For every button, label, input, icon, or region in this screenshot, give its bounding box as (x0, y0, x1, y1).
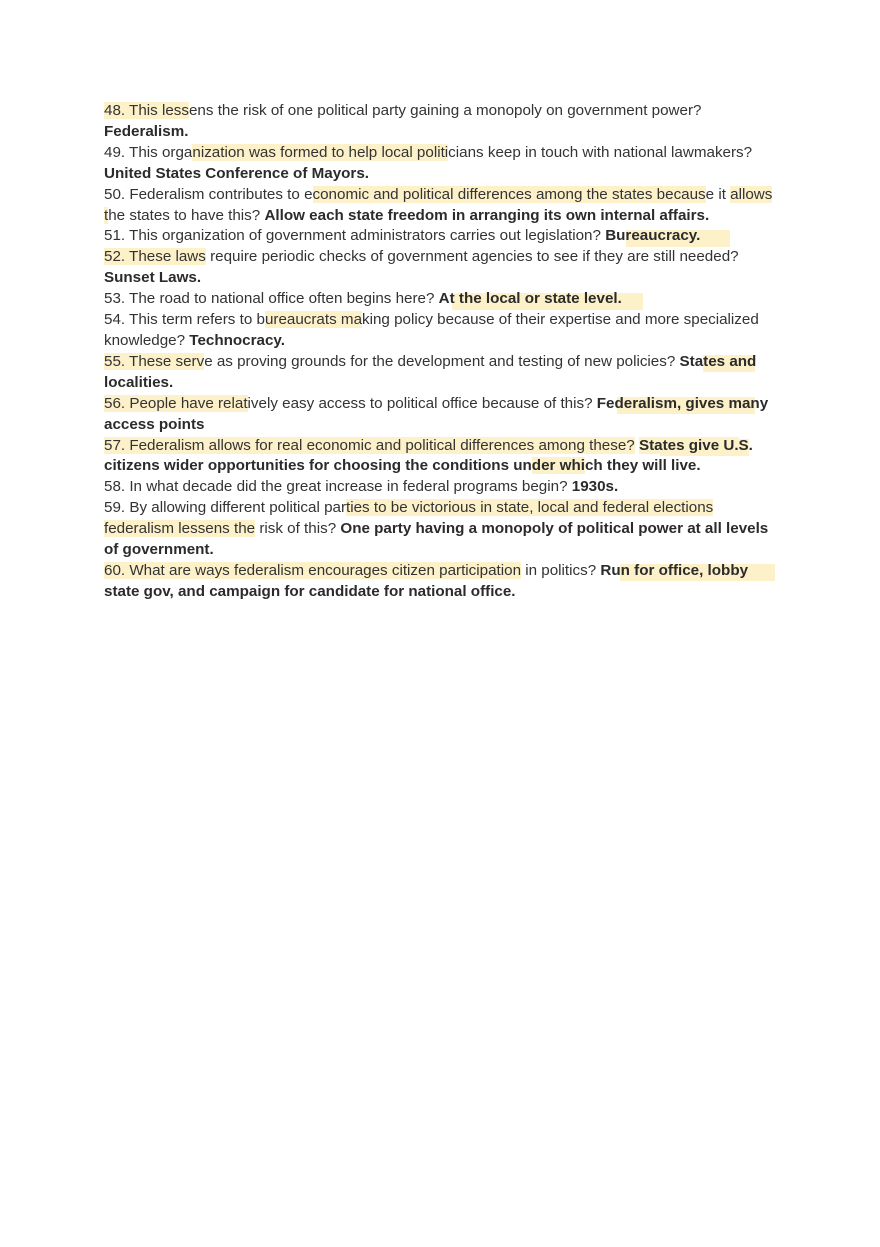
answer-48: Federalism. (104, 122, 189, 140)
question-57: 57. Federalism allows for real economic and political differences among these? States give U.S. citizens wider opportunities for choosing the conditions under which they will live. (104, 436, 753, 475)
question-55: 55. These serve as proving grounds for the development and testing of new policies? States and localities. (104, 352, 757, 391)
answer-55: States and localities. (104, 352, 757, 391)
question-52: 52. These laws require periodic checks of government agencies to see if they are still needed? Sunset Laws. (104, 248, 739, 287)
answer-56: Federalism, gives many access points (104, 394, 769, 433)
question-56: 56. People have relatively easy access to political office because of this? Federalism, gives many access points (104, 394, 769, 433)
question-49: 49. This organization was formed to help local politicians keep in touch with national lawmakers? United States Conference of Mayors. (104, 143, 753, 182)
answer-59: One party having a monopoly of political power at all levels of government. (104, 520, 769, 559)
answer-51: Bureaucracy. (605, 227, 701, 245)
answer-50: Allow each state freedom in arranging its own internal affairs. (264, 206, 710, 224)
question-50: 50. Federalism contributes to economic and political differences among the states because it allows the states to have this? Allow each state freedom in arranging its own internal affairs. (104, 185, 773, 224)
answer-53: At the local or state level. (438, 290, 622, 308)
question-60: 60. What are ways federalism encourages citizen participation in politics? Run for office, lobby state gov, and campaign for candidate for national office. (104, 561, 749, 600)
answer-52: Sunset Laws. (104, 269, 202, 287)
question-59: 59. By allowing different political parties to be victorious in state, local and federal elections federalism lessens the risk of this? One party having a monopoly of political power at all levels of government. (104, 499, 769, 559)
answer-54: Technocracy. (189, 331, 285, 349)
answer-60: Run for office, lobby state gov, and campaign for candidate for national office. (104, 561, 749, 600)
question-48: 48. This lessens the risk of one political party gaining a monopoly on government power? Federalism. (104, 102, 702, 140)
question-53: 53. The road to national office often begins here? At the local or state level. (104, 290, 622, 308)
question-54: 54. This term refers to bureaucrats making policy because of their expertise and more specialized knowledge? Technocracy. (104, 311, 759, 349)
question-list (104, 101, 784, 603)
answer-49: United States Conference of Mayors. (104, 164, 369, 182)
answer-58: 1930s. (571, 478, 619, 496)
question-51: 51. This organization of government administrators carries out legislation? Bureaucracy. (104, 227, 701, 245)
question-58: 58. In what decade did the great increase in federal programs begin? 1930s. (104, 478, 619, 496)
answer-57: States give U.S. citizens wider opportunities for choosing the conditions under which they will live. (104, 436, 753, 475)
